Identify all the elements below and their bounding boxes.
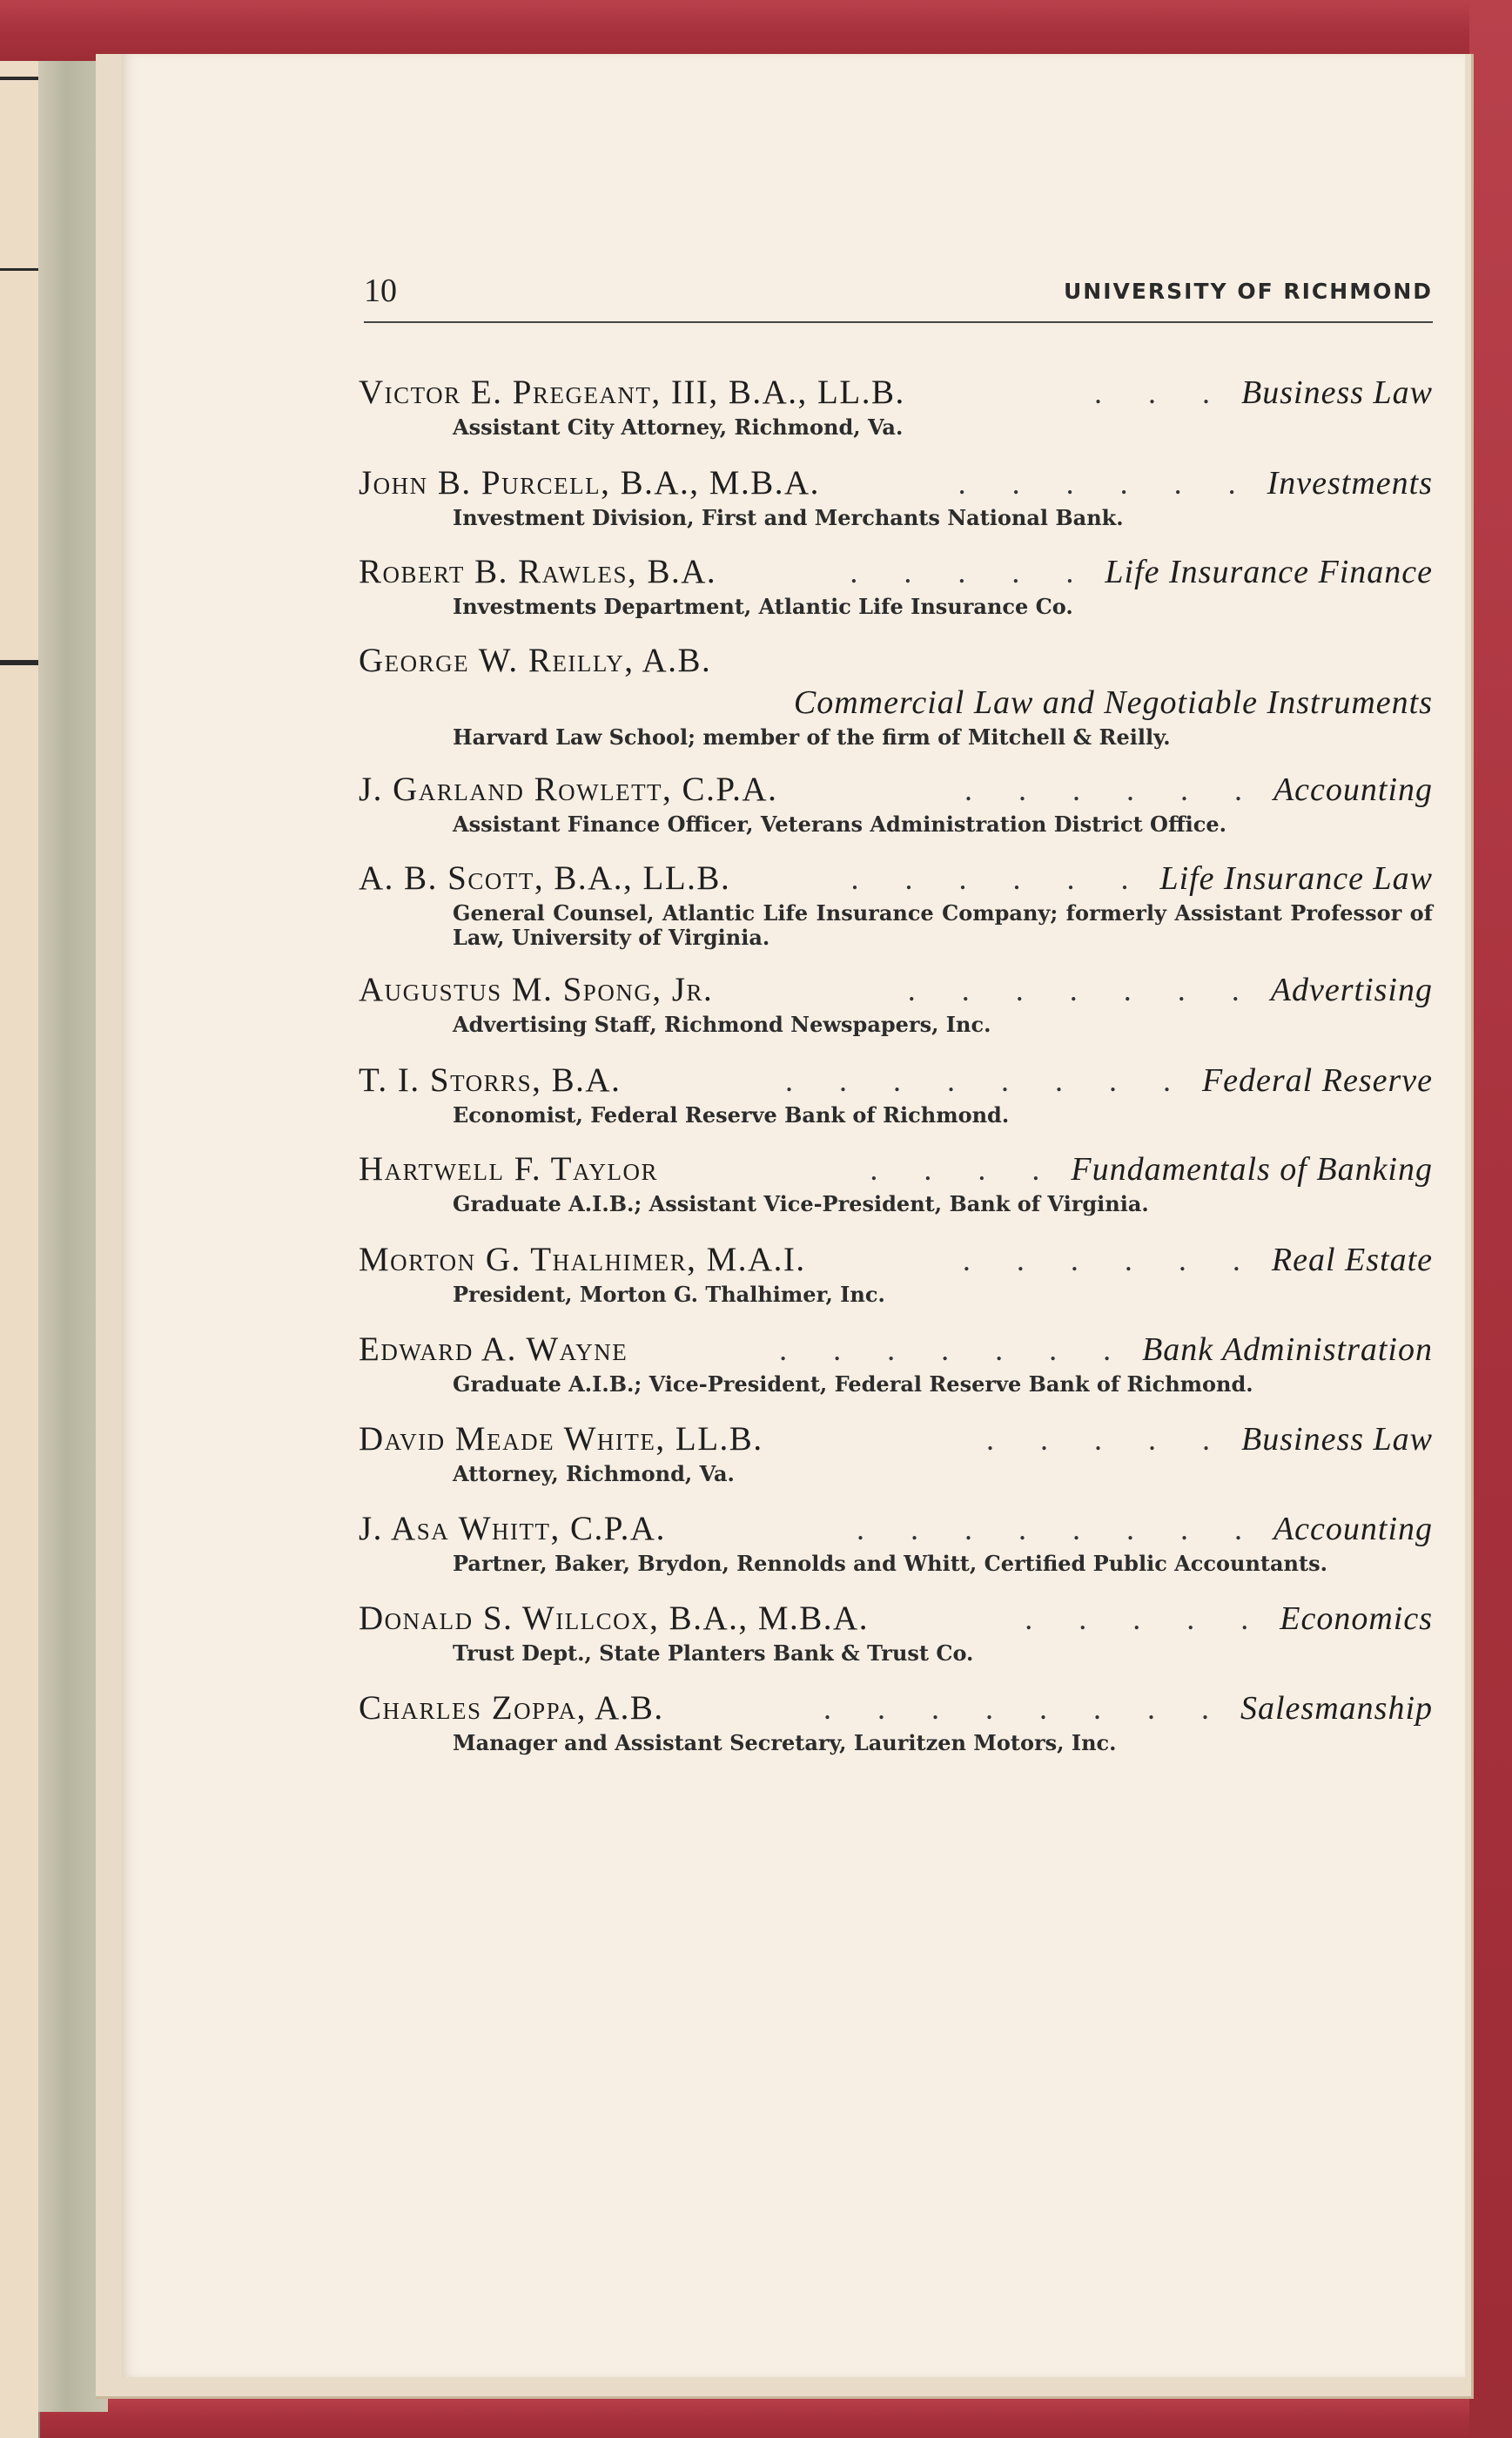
course-subject: Commercial Law and Negotiable Instruments	[793, 684, 1433, 721]
entry-title-line	[359, 1240, 1433, 1279]
dot-leaders: . . . . . . .	[907, 973, 1259, 1007]
faculty-name: John B. Purcell, B.A., M.B.A.	[359, 464, 820, 502]
faculty-entry	[359, 1149, 1433, 1216]
faculty-name: Victor E. Pregeant, III, B.A., LL.B.	[359, 374, 905, 411]
entry-title-line	[359, 1599, 1433, 1638]
dot-leaders: . . . . . .	[964, 772, 1261, 807]
dot-leaders: . . . . .	[986, 1422, 1230, 1457]
course-subject: Accounting	[1273, 1511, 1433, 1547]
faculty-entry	[359, 1330, 1433, 1397]
course-subject: Bank Administration	[1142, 1331, 1433, 1368]
faculty-name: Augustus M. Spong, Jr.	[359, 971, 714, 1008]
faculty-description: President, Morton G. Thalhimer, Inc.	[453, 1282, 885, 1307]
faculty-description: Advertising Staff, Richmond Newspapers, Inc.	[453, 1012, 991, 1037]
faculty-name: J. Garland Rowlett, C.P.A.	[359, 771, 778, 808]
page-number: 10	[364, 273, 397, 309]
faculty-name: Charles Zoppa, A.B.	[359, 1689, 664, 1727]
entry-title-line	[359, 1419, 1433, 1458]
faculty-entry	[359, 1061, 1433, 1128]
book-cover-bottom	[0, 2396, 1512, 2438]
faculty-description: Attorney, Richmond, Va.	[453, 1461, 735, 1486]
book-cover-top	[0, 0, 1512, 61]
dot-leaders: . . . .	[870, 1152, 1059, 1187]
entry-title-line	[359, 373, 1433, 412]
entry-title-line	[359, 1330, 1433, 1369]
facing-page-rule	[0, 268, 38, 271]
entry-title-line	[359, 463, 1433, 502]
faculty-name: Morton G. Thalhimer, M.A.I.	[359, 1241, 806, 1278]
course-subject: Federal Reserve	[1201, 1062, 1433, 1099]
page-header	[364, 272, 1433, 317]
faculty-entry	[359, 770, 1433, 837]
course-subject: Fundamentals of Banking	[1071, 1151, 1433, 1188]
course-subject: Accounting	[1273, 771, 1433, 808]
entry-title-line	[359, 1688, 1433, 1727]
faculty-description: Investments Department, Atlantic Life Insurance Co.	[453, 594, 1073, 619]
faculty-entry	[359, 970, 1433, 1037]
faculty-entry	[359, 1419, 1433, 1486]
faculty-name: A. B. Scott, B.A., LL.B.	[359, 859, 731, 897]
faculty-entry	[359, 373, 1433, 440]
dot-leaders: . . . . . . .	[779, 1332, 1131, 1367]
faculty-description: General Counsel, Atlantic Life Insurance Company; formerly Assistant Professor of Law, University of Virginia.	[453, 900, 1433, 950]
dot-leaders: . . . . . .	[962, 1243, 1260, 1277]
faculty-name: Hartwell F. Taylor	[359, 1150, 658, 1188]
dot-leaders: . . . . .	[850, 555, 1093, 589]
faculty-description: Investment Division, First and Merchants National Bank.	[453, 505, 1124, 530]
faculty-name: Donald S. Willcox, B.A., M.B.A.	[359, 1600, 869, 1637]
course-subject: Real Estate	[1271, 1242, 1433, 1278]
faculty-description: Trust Dept., State Planters Bank & Trust Co.	[453, 1640, 974, 1666]
entry-title-line	[359, 770, 1433, 809]
faculty-entry	[359, 1599, 1433, 1666]
faculty-entry	[359, 1688, 1433, 1755]
entry-title-line	[359, 641, 1433, 680]
header-rule	[364, 321, 1433, 323]
faculty-description: Assistant Finance Officer, Veterans Administration District Office.	[453, 812, 1227, 837]
course-subject: Advertising	[1270, 972, 1433, 1008]
entry-title-line	[359, 970, 1433, 1009]
facing-page-rule	[0, 660, 38, 665]
course-subject: Life Insurance Law	[1159, 860, 1433, 897]
dot-leaders: . . . . . . . .	[784, 1063, 1190, 1098]
entry-title-line	[359, 1149, 1433, 1189]
faculty-name: David Meade White, LL.B.	[359, 1420, 763, 1458]
entry-title-line	[359, 859, 1433, 898]
entry-title-line	[359, 1509, 1433, 1548]
faculty-entry	[359, 552, 1433, 619]
book-cover-right	[1469, 0, 1512, 2438]
faculty-name: T. I. Storrs, B.A.	[359, 1061, 622, 1099]
facing-page-edge	[0, 61, 40, 2438]
dot-leaders: . . . . . .	[850, 861, 1148, 896]
faculty-description: Manager and Assistant Secretary, Lauritzen Motors, Inc.	[453, 1730, 1117, 1755]
faculty-description: Economist, Federal Reserve Bank of Richmond.	[453, 1102, 1010, 1128]
faculty-name: George W. Reilly, A.B.	[359, 642, 712, 679]
course-subject: Life Insurance Finance	[1105, 554, 1433, 590]
faculty-description: Graduate A.I.B.; Vice-President, Federal Reserve Bank of Richmond.	[453, 1371, 1253, 1397]
faculty-description: Graduate A.I.B.; Assistant Vice-President, Bank of Virginia.	[453, 1191, 1149, 1216]
course-subject: Investments	[1267, 465, 1433, 502]
entry-title-line	[359, 1061, 1433, 1100]
faculty-entry	[359, 1509, 1433, 1576]
course-subject: Business Law	[1241, 374, 1433, 411]
faculty-description: Assistant City Attorney, Richmond, Va.	[453, 414, 904, 440]
dot-leaders: . . . . .	[1025, 1601, 1268, 1636]
faculty-entry	[359, 463, 1433, 530]
course-subject: Economics	[1280, 1600, 1433, 1637]
faculty-entry	[359, 641, 1433, 750]
faculty-name: J. Asa Whitt, C.P.A.	[359, 1510, 666, 1547]
faculty-entry	[359, 1240, 1433, 1307]
dot-leaders: . . .	[1094, 375, 1230, 410]
facing-page-rule	[0, 77, 38, 80]
dot-leaders: . . . . . .	[958, 466, 1255, 501]
course-subject: Business Law	[1241, 1421, 1433, 1458]
faculty-description: Partner, Baker, Brydon, Rennolds and Whitt, Certified Public Accountants.	[453, 1551, 1327, 1576]
faculty-name: Edward A. Wayne	[359, 1330, 628, 1368]
faculty-name: Robert B. Rawles, B.A.	[359, 553, 717, 590]
entry-title-line	[359, 552, 1433, 591]
running-head: UNIVERSITY OF RICHMOND	[1063, 279, 1433, 304]
faculty-description: Harvard Law School; member of the firm of Mitchell & Reilly.	[453, 724, 1171, 750]
course-subject: Salesmanship	[1240, 1690, 1433, 1727]
dot-leaders: . . . . . . . .	[856, 1512, 1261, 1546]
faculty-entry	[359, 859, 1433, 950]
dot-leaders: . . . . . . . .	[823, 1691, 1228, 1726]
